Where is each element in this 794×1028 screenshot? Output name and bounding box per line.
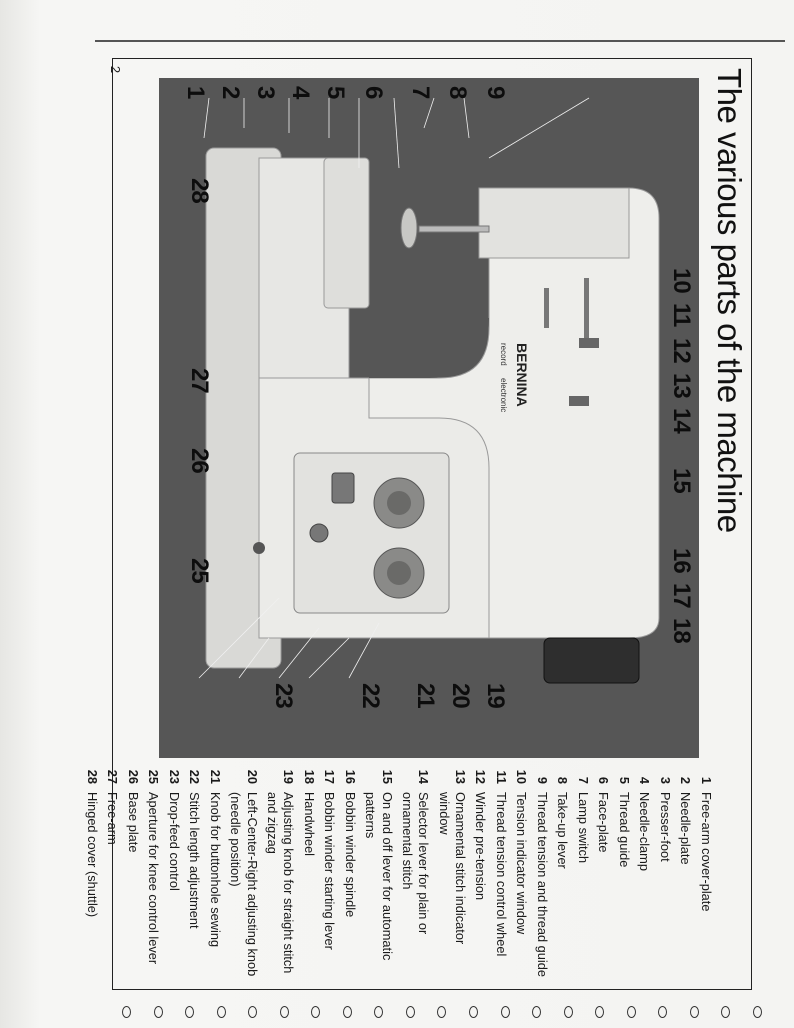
legend-item: 15 On and off lever for automatic patterns bbox=[363, 769, 395, 961]
legend-item: 13 Ornamental stitch indicator window bbox=[436, 769, 468, 945]
legend-item: 17 Bobbin winder starting lever bbox=[322, 769, 338, 950]
machine-model-line2: electronic bbox=[499, 378, 508, 413]
legend-item: 8 Take-up lever bbox=[555, 776, 571, 869]
callout-19: 19 bbox=[482, 683, 509, 708]
top-rule bbox=[95, 40, 785, 42]
machine-model-line1: record bbox=[499, 343, 508, 366]
legend-item: 27 Free-arm bbox=[105, 769, 121, 845]
callout-4: 4 bbox=[287, 86, 314, 99]
callout-11: 11 bbox=[668, 303, 695, 327]
legend-item: 18 Handwheel bbox=[301, 769, 317, 857]
page-title: The various parts of the machine bbox=[711, 68, 748, 533]
legend-item: 9 Thread tension and thread guide bbox=[535, 776, 550, 977]
callout-3: 3 bbox=[252, 86, 279, 99]
legend-item: 14 Selector lever for plain or ornamental stitch bbox=[400, 769, 432, 935]
legend-item: 21 Knob for buttonhole sewing bbox=[207, 769, 223, 948]
callout-15: 15 bbox=[668, 468, 695, 493]
legend-item: 28 Hinged cover (shuttle) bbox=[84, 769, 100, 918]
parts-legend bbox=[84, 760, 714, 985]
legend-item: 10 Tension indicator window bbox=[514, 769, 530, 935]
callout-26: 26 bbox=[186, 448, 213, 473]
callout-23: 23 bbox=[270, 683, 297, 708]
page-number: 2 bbox=[108, 65, 124, 74]
legend-item: 19 Adjusting knob for straight stitch and zigzag bbox=[265, 769, 297, 974]
callout-13: 13 bbox=[668, 373, 695, 398]
callout-20: 20 bbox=[447, 683, 474, 708]
machine-illustration bbox=[159, 78, 699, 758]
callout-2: 2 bbox=[217, 86, 244, 99]
legend-item: 4 Needle-clamp bbox=[637, 776, 653, 871]
callout-18: 18 bbox=[668, 618, 695, 643]
legend-item: 1 Free-arm cover-plate bbox=[699, 776, 714, 912]
callout-17: 17 bbox=[668, 583, 695, 608]
legend-item: 7 Lamp switch bbox=[576, 776, 591, 864]
callout-9: 9 bbox=[482, 86, 509, 99]
legend-item: 5 Thread guide bbox=[617, 776, 632, 868]
callout-16: 16 bbox=[668, 548, 695, 573]
callout-12: 12 bbox=[668, 338, 695, 363]
callout-21: 21 bbox=[412, 683, 439, 708]
callout-6: 6 bbox=[360, 86, 387, 99]
callout-5: 5 bbox=[322, 86, 349, 99]
callout-28: 28 bbox=[186, 178, 213, 203]
callout-8: 8 bbox=[444, 86, 471, 99]
legend-item: 23 Drop-feed control bbox=[166, 769, 182, 891]
callout-14: 14 bbox=[668, 408, 695, 433]
legend-item: 20 Left-Center-Right adjusting knob (needle position) bbox=[228, 769, 260, 977]
legend-item: 26 Base plate bbox=[125, 769, 141, 853]
machine-photo bbox=[159, 78, 699, 758]
rotated-content bbox=[84, 58, 752, 990]
legend-item: 6 Face-plate bbox=[596, 776, 612, 853]
legend-item: 2 Needle-plate bbox=[678, 776, 694, 865]
binding-rings bbox=[122, 1002, 762, 1022]
legend-item: 16 Bobbin winder spindle bbox=[342, 769, 358, 918]
callout-7: 7 bbox=[407, 86, 434, 99]
legend-item: 3 Presser-foot bbox=[658, 776, 673, 862]
callout-10: 10 bbox=[668, 268, 695, 293]
callout-25: 25 bbox=[186, 558, 213, 583]
legend-item: 22 Stitch length adjustment bbox=[187, 769, 203, 929]
legend-item: 12 Winder pre-tension bbox=[473, 769, 489, 901]
callout-22: 22 bbox=[357, 683, 384, 708]
legend-item: 11 Thread tension control wheel bbox=[494, 770, 509, 957]
machine-brand: BERNINA bbox=[514, 343, 530, 407]
callout-27: 27 bbox=[186, 368, 213, 393]
legend-item: 25 Aperture for knee control lever bbox=[146, 769, 162, 965]
callout-1: 1 bbox=[182, 86, 209, 99]
